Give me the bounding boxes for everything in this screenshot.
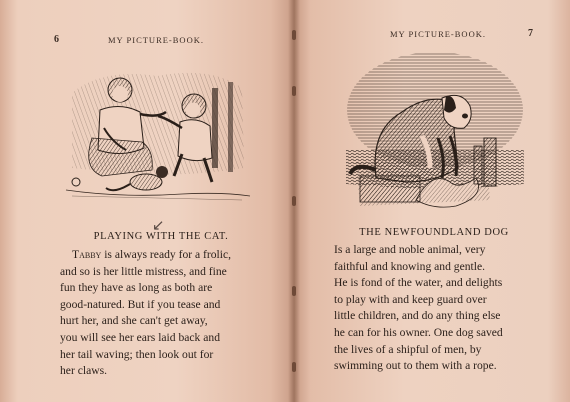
text-line: her tail waving; then look out for (60, 347, 214, 361)
text-line: the lives of a shipful of men, by (334, 342, 482, 356)
body-text-left (60, 247, 258, 380)
caption-left: PLAYING WITH THE CAT. (93, 231, 229, 242)
text-line: Tabby is always ready for a frolic, (72, 248, 232, 261)
binding-stitch (292, 286, 296, 296)
text-line: her claws. (60, 364, 107, 378)
binding-stitch (292, 362, 296, 372)
caption-right: THE NEWFOUNDLAND DOG (359, 227, 509, 238)
text-line: little children, and do any thing else (334, 309, 501, 323)
text-line: faithful and knowing and gentle. (334, 259, 486, 273)
pencil-mark: ↙ (152, 216, 165, 234)
binding-stitch (292, 196, 296, 206)
page-number-right: 7 (528, 28, 533, 39)
text-line: good-natured. But if you tease and (60, 297, 221, 311)
text-line: and so is her little mistress, and fine (60, 264, 227, 278)
text-line: he can for his owner. One dog saved (334, 325, 503, 339)
first-word: Tabby (72, 248, 102, 261)
text-line: He is fond of the water, and delights (334, 276, 503, 290)
text-line: hurt her, and she can't get away, (60, 314, 208, 328)
running-head-left: MY PICTURE-BOOK. (108, 35, 204, 45)
text-line: Is a large and noble animal, very (334, 243, 486, 256)
text-line: swimming out to them with a rope. (334, 359, 497, 373)
text-line: fun they have as long as both are (60, 281, 213, 295)
text-line: to play with and keep guard over (334, 292, 487, 306)
newfoundland-dog-illustration (346, 50, 524, 212)
children-cat-illustration (62, 58, 254, 208)
text-line: you will see her ears laid back and (60, 330, 220, 344)
right-page (294, 0, 570, 402)
binding-stitch (292, 86, 296, 96)
binding-stitch (292, 30, 296, 40)
body-text-right (334, 242, 560, 375)
page-number-left: 6 (54, 34, 59, 45)
running-head-right: MY PICTURE-BOOK. (390, 29, 486, 39)
